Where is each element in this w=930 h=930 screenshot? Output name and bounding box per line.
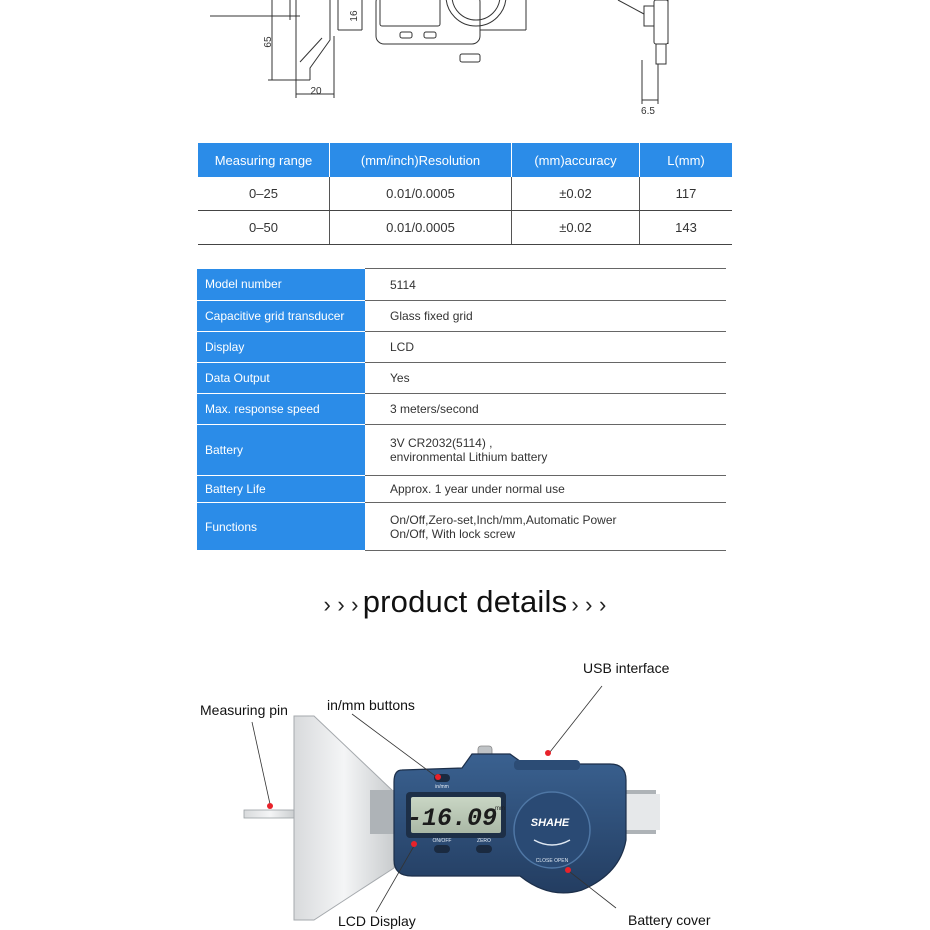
inmm-button-label: in/mm [435, 784, 449, 790]
close-open-label: CLOSE OPEN [535, 858, 569, 864]
table-cell: 0–50 [198, 211, 330, 245]
table-row [198, 177, 732, 211]
column-header: (mm)accuracy [512, 143, 640, 177]
spec-value [365, 425, 726, 476]
product-photo [190, 650, 750, 930]
chevrons-left: › › › [323, 592, 359, 617]
spec-key: Max. response speed [197, 394, 365, 425]
table-cell: ±0.02 [512, 177, 640, 211]
column-header: L(mm) [640, 143, 733, 177]
table-row [197, 425, 726, 476]
spec-value-line: 3V CR2032(5114) , [390, 436, 493, 450]
heading-text: product details [362, 584, 568, 619]
spec-value: 3 meters/second [365, 394, 726, 425]
table-cell: 117 [640, 177, 733, 211]
table-row [197, 503, 726, 551]
callout-measuring-pin: Measuring pin [200, 702, 288, 718]
column-header: Measuring range [198, 143, 330, 177]
specifications-table [197, 268, 726, 551]
spec-value [365, 503, 726, 551]
chevrons-right: › › › [571, 592, 607, 617]
spec-key: Battery [197, 425, 365, 476]
brand-logo: SHAHE [530, 817, 570, 829]
spec-value-line: environmental Lithium battery [390, 450, 548, 464]
table-row [197, 363, 726, 394]
spec-key: Display [197, 332, 365, 363]
table-cell: 0.01/0.0005 [330, 211, 512, 245]
table-row [197, 301, 726, 332]
table-row [197, 269, 726, 301]
spec-value: LCD [365, 332, 726, 363]
callout-usb-interface: USB interface [583, 660, 670, 676]
spec-value: 5114 [365, 269, 726, 301]
table-cell: ±0.02 [512, 211, 640, 245]
spec-key: Functions [197, 503, 365, 551]
table-row [197, 394, 726, 425]
product-details-heading [0, 584, 930, 620]
spec-value: Glass fixed grid [365, 301, 726, 332]
depth-gauge-outline [210, 0, 668, 104]
dim-label-65: 65 [263, 36, 274, 48]
dim-label-16: 16 [349, 10, 360, 22]
measuring-pin [244, 810, 296, 818]
callout-lcd-display: LCD Display [338, 913, 416, 929]
spec-value: Yes [365, 363, 726, 394]
spec-value-line: On/Off, With lock screw [390, 526, 516, 541]
measuring-range-table [198, 143, 732, 245]
table-cell: 0–25 [198, 177, 330, 211]
table-row [198, 211, 732, 245]
zero-button[interactable] [476, 845, 492, 853]
table-cell: 0.01/0.0005 [330, 177, 512, 211]
spec-value-line: On/Off,Zero-set,Inch/mm,Automatic Power [390, 512, 617, 527]
spec-key: Battery Life [197, 476, 365, 503]
column-header: (mm/inch)Resolution [330, 143, 512, 177]
usb-port [514, 760, 580, 770]
table-row [197, 332, 726, 363]
onoff-button[interactable] [434, 845, 450, 853]
lcd-reading: -16.09 [406, 804, 498, 833]
spec-value: Approx. 1 year under normal use [365, 476, 726, 503]
zero-button-label: ZERO [477, 838, 491, 844]
spec-key: Model number [197, 269, 365, 301]
callout-inmm-buttons: in/mm buttons [327, 697, 415, 713]
battery-cover[interactable] [514, 792, 590, 868]
table-header-row [198, 143, 732, 177]
dim-label-20: 20 [310, 86, 322, 97]
table-cell: 143 [640, 211, 733, 245]
spec-key: Capacitive grid transducer [197, 301, 365, 332]
callout-battery-cover: Battery cover [628, 912, 711, 928]
spec-key: Data Output [197, 363, 365, 394]
dim-label-6-5: 6.5 [641, 106, 655, 117]
technical-drawing [0, 0, 930, 125]
onoff-button-label: ON/OFF [432, 838, 452, 844]
lcd-unit: mm [495, 806, 505, 812]
table-row [197, 476, 726, 503]
